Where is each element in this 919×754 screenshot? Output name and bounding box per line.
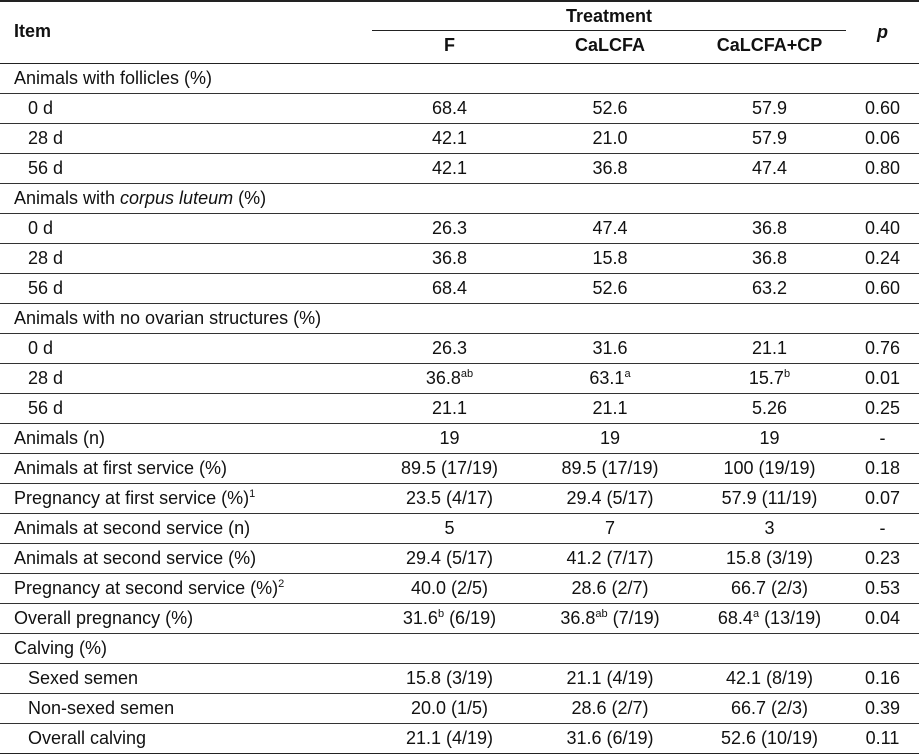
value-text: 28.6 (2/7) [571, 698, 649, 718]
table-row [0, 484, 919, 514]
value-cell [527, 214, 693, 244]
value-cell [527, 334, 693, 364]
p-value: 0.06 [846, 124, 919, 154]
value-cell [693, 484, 846, 514]
value-text: 31.6 (6/19) [566, 728, 654, 748]
significance-letter: ab [595, 608, 608, 620]
row-label [0, 244, 372, 274]
table-row [0, 334, 919, 364]
results-table [0, 64, 919, 754]
value-cell [693, 124, 846, 154]
value-text: 31.6 [402, 608, 438, 628]
row-label-text: Overall pregnancy (%) [14, 608, 194, 628]
table-row [0, 364, 919, 394]
row-label [0, 574, 372, 604]
value-cell [372, 274, 527, 304]
row-label [0, 94, 372, 124]
section-row [0, 304, 919, 334]
value-text: 68.4 [431, 98, 468, 118]
value-count: (6/19) [444, 608, 497, 628]
value-cell [693, 274, 846, 304]
value-cell [372, 394, 527, 424]
row-label-text: 56 d [28, 278, 64, 298]
table-row [0, 94, 919, 124]
value-text: 36.8 [560, 608, 596, 628]
value-text: 7 [604, 518, 615, 538]
table-row [0, 274, 919, 304]
p-value: 0.11 [846, 724, 919, 754]
table-row [0, 724, 919, 754]
value-cell [693, 454, 846, 484]
value-cell [372, 154, 527, 184]
row-label [0, 124, 372, 154]
value-text: 63.2 [751, 278, 788, 298]
value-text: 21.1 (4/19) [405, 728, 494, 748]
value-cell [372, 604, 527, 634]
value-cell [693, 544, 846, 574]
value-text: 63.1 [589, 368, 625, 388]
row-label [0, 484, 372, 514]
row-label-text: Pregnancy at first service (%) [14, 488, 250, 508]
significance-letter: a [752, 608, 760, 620]
p-value: 0.80 [846, 154, 919, 184]
value-text: 15.8 (3/19) [405, 668, 494, 688]
value-text: 31.6 [592, 338, 628, 358]
value-text: 21.1 [431, 398, 468, 418]
value-cell [372, 124, 527, 154]
value-cell [527, 94, 693, 124]
value-cell [527, 514, 693, 544]
footnote-marker: 1 [249, 488, 256, 500]
value-text: 36.8 [431, 248, 468, 268]
section-row [0, 184, 919, 214]
section-label [0, 634, 919, 664]
value-cell [372, 664, 527, 694]
value-cell [372, 334, 527, 364]
section-label-italic: corpus luteum [120, 188, 234, 208]
value-text: 40.0 (2/5) [410, 578, 489, 598]
value-cell [527, 724, 693, 754]
value-cell [372, 424, 527, 454]
value-text: 42.1 [431, 158, 468, 178]
value-text: 47.4 [751, 158, 788, 178]
value-cell [693, 514, 846, 544]
table-row [0, 214, 919, 244]
p-value: 0.60 [846, 94, 919, 124]
header-col-calcfa-cp: CaLCFA+CP [716, 35, 823, 55]
value-text: 42.1 [431, 128, 468, 148]
value-cell [527, 424, 693, 454]
value-text: 15.8 (3/19) [725, 548, 814, 568]
row-label-text: 28 d [28, 128, 64, 148]
p-value: 0.01 [846, 364, 919, 394]
row-label-text: Non-sexed semen [28, 698, 175, 718]
section-label-text: Animals with follicles (%) [14, 68, 213, 88]
value-text: 21.1 [751, 338, 788, 358]
value-text: 100 (19/19) [723, 458, 816, 478]
table-row [0, 154, 919, 184]
p-value: 0.04 [846, 604, 919, 634]
value-cell [527, 154, 693, 184]
row-label [0, 334, 372, 364]
value-text: 36.8 [425, 368, 461, 388]
p-value: 0.25 [846, 394, 919, 424]
row-label [0, 424, 372, 454]
value-text: 21.0 [592, 128, 628, 148]
value-text: 15.8 [592, 248, 628, 268]
value-cell [372, 694, 527, 724]
row-label-text: 0 d [28, 338, 54, 358]
p-value: - [846, 514, 919, 544]
table-header [0, 0, 919, 64]
value-text: 57.9 [751, 98, 788, 118]
row-label-text: Pregnancy at second service (%) [14, 578, 279, 598]
value-text: 89.5 (17/19) [561, 458, 659, 478]
table-row [0, 604, 919, 634]
section-label-text: Animals with [14, 188, 121, 208]
section-label-text: Calving (%) [14, 638, 108, 658]
value-text: 47.4 [592, 218, 628, 238]
p-value: 0.60 [846, 274, 919, 304]
value-text: 5 [444, 518, 455, 538]
value-text: 89.5 (17/19) [400, 458, 499, 478]
value-cell [693, 394, 846, 424]
row-label [0, 514, 372, 544]
section-row [0, 634, 919, 664]
header-treatment: Treatment [565, 6, 653, 26]
row-label [0, 664, 372, 694]
table-row [0, 244, 919, 274]
value-cell [693, 424, 846, 454]
value-cell [372, 574, 527, 604]
p-value: 0.39 [846, 694, 919, 724]
row-label [0, 694, 372, 724]
value-cell [527, 454, 693, 484]
treatment-underline [372, 30, 846, 31]
p-value: 0.07 [846, 484, 919, 514]
value-cell [527, 664, 693, 694]
value-text: 68.4 [431, 278, 468, 298]
value-count: (13/19) [759, 608, 822, 628]
value-text: 68.4 [717, 608, 753, 628]
value-cell [527, 244, 693, 274]
section-label [0, 304, 919, 334]
row-label [0, 604, 372, 634]
value-cell [372, 514, 527, 544]
value-cell [693, 214, 846, 244]
value-cell [693, 94, 846, 124]
value-cell [372, 94, 527, 124]
value-cell [693, 694, 846, 724]
row-label-text: 0 d [28, 98, 54, 118]
value-cell [527, 484, 693, 514]
row-label-text: Animals at second service (n) [14, 518, 251, 538]
row-label-text: 56 d [28, 158, 64, 178]
header-col-f: F [444, 35, 455, 55]
value-text: 52.6 (10/19) [720, 728, 819, 748]
value-cell [527, 394, 693, 424]
value-text: 15.7 [748, 368, 784, 388]
row-label-text: Animals at second service (%) [14, 548, 257, 568]
value-cell [693, 664, 846, 694]
value-cell [693, 724, 846, 754]
value-text: 20.0 (1/5) [410, 698, 489, 718]
value-count: (7/19) [607, 608, 660, 628]
value-text: 26.3 [431, 218, 468, 238]
p-value: 0.24 [846, 244, 919, 274]
section-label [0, 64, 919, 94]
significance-letter: b [437, 608, 445, 620]
section-label [0, 184, 919, 214]
p-value: 0.53 [846, 574, 919, 604]
row-label [0, 214, 372, 244]
table-row [0, 694, 919, 724]
row-label [0, 394, 372, 424]
value-cell [693, 334, 846, 364]
value-text: 66.7 (2/3) [730, 578, 809, 598]
p-value: - [846, 424, 919, 454]
value-text: 66.7 (2/3) [730, 698, 809, 718]
table-row [0, 574, 919, 604]
value-text: 21.1 (4/19) [566, 668, 654, 688]
value-text: 19 [759, 428, 780, 448]
value-cell [527, 544, 693, 574]
value-text: 52.6 [592, 98, 628, 118]
row-label [0, 274, 372, 304]
value-text: 41.2 (7/17) [566, 548, 654, 568]
value-cell [693, 574, 846, 604]
value-text: 23.5 (4/17) [405, 488, 494, 508]
value-cell [527, 604, 693, 634]
row-label-text: Sexed semen [28, 668, 139, 688]
p-value: 0.76 [846, 334, 919, 364]
row-label [0, 364, 372, 394]
row-label-text: Overall calving [28, 728, 147, 748]
significance-letter: b [783, 368, 791, 380]
p-value: 0.40 [846, 214, 919, 244]
value-cell [372, 214, 527, 244]
value-text: 57.9 (11/19) [721, 488, 818, 508]
table-row [0, 124, 919, 154]
value-cell [372, 454, 527, 484]
value-text: 57.9 [751, 128, 788, 148]
header-col-calcfa: CaLCFA [574, 35, 645, 55]
value-text: 26.3 [431, 338, 468, 358]
row-label-text: 0 d [28, 218, 54, 238]
table-row [0, 544, 919, 574]
table-row [0, 424, 919, 454]
header-p: p [877, 22, 888, 42]
row-label [0, 724, 372, 754]
value-cell [372, 244, 527, 274]
section-label-tail: (%) [233, 188, 267, 208]
table-row [0, 514, 919, 544]
value-cell [372, 544, 527, 574]
value-text: 5.26 [751, 398, 788, 418]
value-cell [527, 574, 693, 604]
value-cell [527, 124, 693, 154]
row-label-text: Animals (n) [14, 428, 106, 448]
p-value: 0.23 [846, 544, 919, 574]
value-cell [693, 154, 846, 184]
table-row [0, 394, 919, 424]
table-row [0, 454, 919, 484]
value-cell [372, 364, 527, 394]
row-label [0, 454, 372, 484]
value-cell [693, 604, 846, 634]
value-text: 36.8 [592, 158, 628, 178]
value-text: 36.8 [751, 218, 788, 238]
footnote-marker: 2 [278, 578, 285, 590]
value-text: 29.4 (5/17) [566, 488, 654, 508]
value-text: 28.6 (2/7) [571, 578, 649, 598]
value-text: 42.1 (8/19) [725, 668, 814, 688]
p-value: 0.16 [846, 664, 919, 694]
value-cell [693, 364, 846, 394]
value-text: 19 [599, 428, 621, 448]
value-cell [527, 364, 693, 394]
value-text: 19 [439, 428, 460, 448]
table-row [0, 664, 919, 694]
row-label [0, 154, 372, 184]
value-text: 29.4 (5/17) [405, 548, 494, 568]
row-label-text: Animals at first service (%) [14, 458, 228, 478]
value-cell [693, 244, 846, 274]
value-cell [527, 694, 693, 724]
section-label-text: Animals with no ovarian structures (%) [14, 308, 322, 328]
value-text: 52.6 [592, 278, 628, 298]
row-label-text: 56 d [28, 398, 64, 418]
row-label-text: 28 d [28, 248, 64, 268]
value-text: 3 [764, 518, 775, 538]
value-text: 21.1 [592, 398, 628, 418]
significance-letter: ab [460, 368, 474, 380]
row-label [0, 544, 372, 574]
value-cell [372, 724, 527, 754]
value-text: 36.8 [751, 248, 788, 268]
p-value: 0.18 [846, 454, 919, 484]
value-cell [372, 484, 527, 514]
row-label-text: 28 d [28, 368, 64, 388]
significance-letter: a [624, 368, 631, 380]
header-item: Item [14, 21, 52, 41]
section-row [0, 64, 919, 94]
value-cell [527, 274, 693, 304]
table-body [0, 64, 919, 754]
